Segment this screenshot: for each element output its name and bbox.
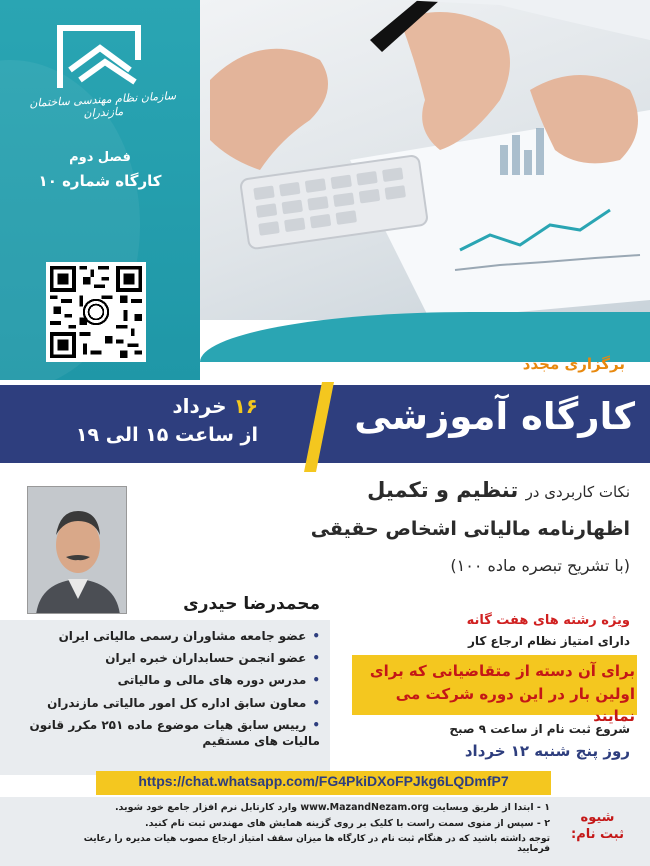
qr-code-icon [50,266,142,358]
bio-item: • معاون سابق اداره کل امور مالیاتی مازندران [28,695,320,711]
rank-label: دارای امتیاز نظام ارجاع کار [467,634,630,648]
time-range: از ساعت ۱۵ الی ۱۹ [75,424,258,446]
date-day: ۱۶ [233,394,258,418]
date-info [28,394,258,446]
org-logo-icon [50,20,145,95]
date-month: خرداد [172,394,227,418]
disciplines-label: ویژه رشته های هفت گانه [466,613,630,628]
hero-photo [200,0,650,320]
speaker-name: محمدرضا حیدری [183,594,320,614]
first-time-notice [355,660,635,728]
first-time-line-1: برای آن دسته از متقاضیانی که برای [369,662,635,680]
subtitle-line-1 [270,478,630,502]
bio-item: • عضو جامعه مشاوران رسمی مالیاتی ایران [28,628,320,644]
person-portrait-icon [28,487,127,614]
subtitle-line-3: (با تشریح تبصره ماده ۱۰۰) [450,556,630,575]
subtitle-line-2: اظهارنامه مالیاتی اشخاص حقیقی [310,518,630,540]
bio-item: • رییس سابق هیات موضوع ماده ۲۵۱ مکرر قانون مالیات های مستقیم [28,717,320,749]
registration-method-label [555,810,640,844]
calculator-hands-illustration [200,0,650,320]
bio-item: • مدرس دوره های مالی و مالیاتی [28,672,320,688]
subtitle-main: تنظیم و تکمیل [367,478,519,502]
org-name: سازمان نظام مهندسی ساختمان مازندران [28,89,177,121]
registration-start: شروع ثبت نام از ساعت ۹ صبح [449,722,630,736]
registration-note: توجه داشته باشید که در هنگام ثبت نام در کارگاه ها میزان سقف امتیاز ارجاع مصوب هیات مدیره را رعایت فرمایید [83,834,550,854]
workshop-number: کارگاه شماره ۱۰ [38,172,162,190]
speaker-photo [27,486,127,614]
bio-item: • عضو انجمن حسابداران خبره ایران [28,650,320,666]
method-line-2: ثبت نام: [571,826,624,842]
page-title: کارگاه آموزشی [354,395,635,438]
subtitle-prefix: نکات کاربردی در [525,483,630,501]
date-line [28,394,258,418]
qr-code[interactable] [46,262,146,362]
registration-day: روز پنج شنبه ۱۲ خرداد [464,742,630,760]
reheld-label: برگزاری مجدد [522,355,625,373]
season-label: فصل دوم [69,150,131,165]
speaker-bio-list [28,628,320,755]
step-1: ۱ - ابتدا از طریق وبسایت www.MazandNezam.org وارد کارتابل نرم افزار جامع خود شوید. [114,802,550,813]
registration-steps [55,802,550,859]
step-2: ۲ - سپس از منوی سمت راست با کلیک بر روی گزینه همایش های مهندس ثبت نام کنید. [145,818,550,829]
method-line-1: شیوه [580,810,615,825]
first-time-line-2: اولین بار در این دوره شرکت می نمایند [395,684,635,725]
whatsapp-link[interactable]: https://chat.whatsapp.com/FG4PkiDXoFPJkg6LQDmfP7 [138,773,509,789]
